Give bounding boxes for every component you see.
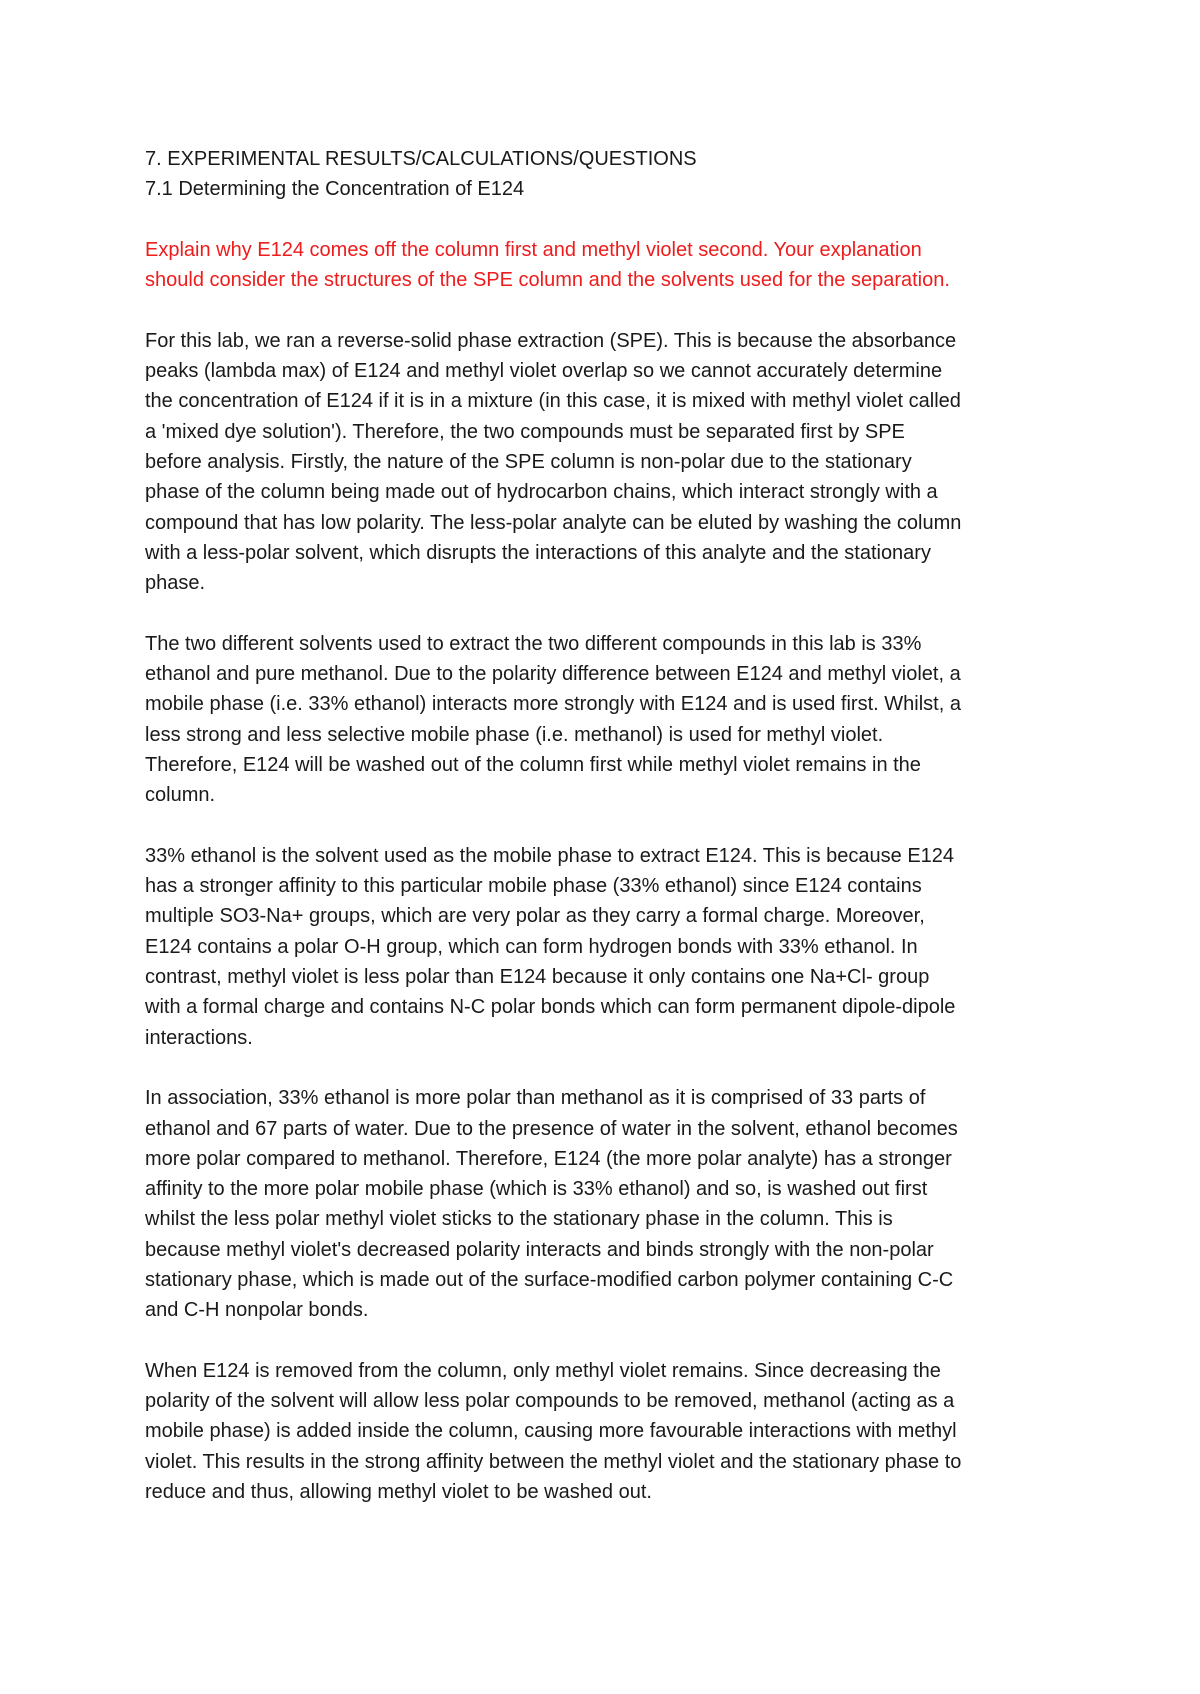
- document-page: [145, 144, 1075, 1538]
- paragraph-line: with a formal charge and contains N-C polar bonds which can form permanent dipole-dipole: [145, 996, 956, 1019]
- paragraph-line: whilst the less polar methyl violet sticks to the stationary phase in the column. This is: [145, 1208, 893, 1231]
- paragraph-line: with a less-polar solvent, which disrupts the interactions of this analyte and the stationary: [145, 541, 931, 564]
- paragraph-line: before analysis. Firstly, the nature of the SPE column is non-polar due to the stationary: [145, 450, 912, 473]
- paragraph-line: In association, 33% ethanol is more polar than methanol as it is comprised of 33 parts of: [145, 1087, 926, 1110]
- paragraph-line: interactions.: [145, 1026, 253, 1049]
- answer-paragraph-5: [145, 1356, 1075, 1507]
- paragraph-line: column.: [145, 784, 216, 807]
- paragraph-line: For this lab, we ran a reverse-solid phase extraction (SPE). This is because the absorbance: [145, 329, 957, 352]
- answer-paragraph-3: [145, 841, 1075, 1053]
- paragraph-line: ethanol and 67 parts of water. Due to the presence of water in the solvent, ethanol becomes: [145, 1117, 958, 1140]
- paragraph-line: 33% ethanol is the solvent used as the mobile phase to extract E124. This is because E124: [145, 844, 955, 867]
- paragraph-line: When E124 is removed from the column, only methyl violet remains. Since decreasing the: [145, 1359, 941, 1382]
- paragraph-line: the concentration of E124 if it is in a mixture (in this case, it is mixed with methyl violet called: [145, 390, 961, 413]
- paragraph-line: reduce and thus, allowing methyl violet to be washed out.: [145, 1481, 652, 1504]
- answer-paragraph-1: [145, 326, 1075, 599]
- question-line: Explain why E124 comes off the column first and methyl violet second. Your explanation: [145, 238, 922, 261]
- paragraph-line: has a stronger affinity to this particular mobile phase (33% ethanol) since E124 contains: [145, 875, 922, 898]
- paragraph-line: affinity to the more polar mobile phase (which is 33% ethanol) and so, is washed out first: [145, 1178, 928, 1201]
- paragraph-line: The two different solvents used to extract the two different compounds in this lab is 33%: [145, 632, 922, 655]
- paragraph-line: stationary phase, which is made out of the surface-modified carbon polymer containing C-C: [145, 1268, 954, 1291]
- paragraph-line: peaks (lambda max) of E124 and methyl violet overlap so we cannot accurately determine: [145, 360, 943, 383]
- paragraph-line: more polar compared to methanol. Therefore, E124 (the more polar analyte) has a stronger: [145, 1147, 952, 1170]
- paragraph-line: because methyl violet's decreased polarity interacts and binds strongly with the non-polar: [145, 1238, 934, 1261]
- paragraph-line: phase of the column being made out of hydrocarbon chains, which interact strongly with a: [145, 481, 938, 504]
- paragraph-line: compound that has low polarity. The less-polar analyte can be eluted by washing the column: [145, 511, 962, 534]
- paragraph-line: mobile phase) is added inside the column, causing more favourable interactions with methyl: [145, 1420, 957, 1443]
- question-prompt: [145, 235, 1075, 296]
- subsection-heading: 7.1 Determining the Concentration of E124: [145, 178, 525, 201]
- answer-paragraph-2: [145, 629, 1075, 811]
- paragraph-line: violet. This results in the strong affinity between the methyl violet and the stationary phase to: [145, 1450, 962, 1473]
- paragraph-line: a 'mixed dye solution'). Therefore, the two compounds must be separated first by SPE: [145, 420, 905, 443]
- paragraph-line: Therefore, E124 will be washed out of the column first while methyl violet remains in the: [145, 753, 921, 776]
- paragraph-line: E124 contains a polar O-H group, which can form hydrogen bonds with 33% ethanol. In: [145, 935, 918, 958]
- answer-paragraph-4: [145, 1083, 1075, 1325]
- paragraph-line: less strong and less selective mobile phase (i.e. methanol) is used for methyl violet.: [145, 723, 884, 746]
- paragraph-line: contrast, methyl violet is less polar than E124 because it only contains one Na+Cl- group: [145, 966, 930, 989]
- paragraph-line: ethanol and pure methanol. Due to the polarity difference between E124 and methyl violet, a: [145, 663, 961, 686]
- heading-block: [145, 144, 1075, 205]
- paragraph-line: and C-H nonpolar bonds.: [145, 1299, 369, 1322]
- paragraph-line: phase.: [145, 572, 206, 595]
- section-heading: 7. EXPERIMENTAL RESULTS/CALCULATIONS/QUESTIONS: [145, 148, 697, 170]
- paragraph-line: multiple SO3-Na+ groups, which are very polar as they carry a formal charge. Moreover,: [145, 905, 925, 928]
- question-line: should consider the structures of the SPE column and the solvents used for the separation.: [145, 269, 950, 292]
- paragraph-line: polarity of the solvent will allow less polar compounds to be removed, methanol (acting as a: [145, 1390, 955, 1413]
- paragraph-line: mobile phase (i.e. 33% ethanol) interacts more strongly with E124 and is used first. Whilst, a: [145, 693, 961, 716]
